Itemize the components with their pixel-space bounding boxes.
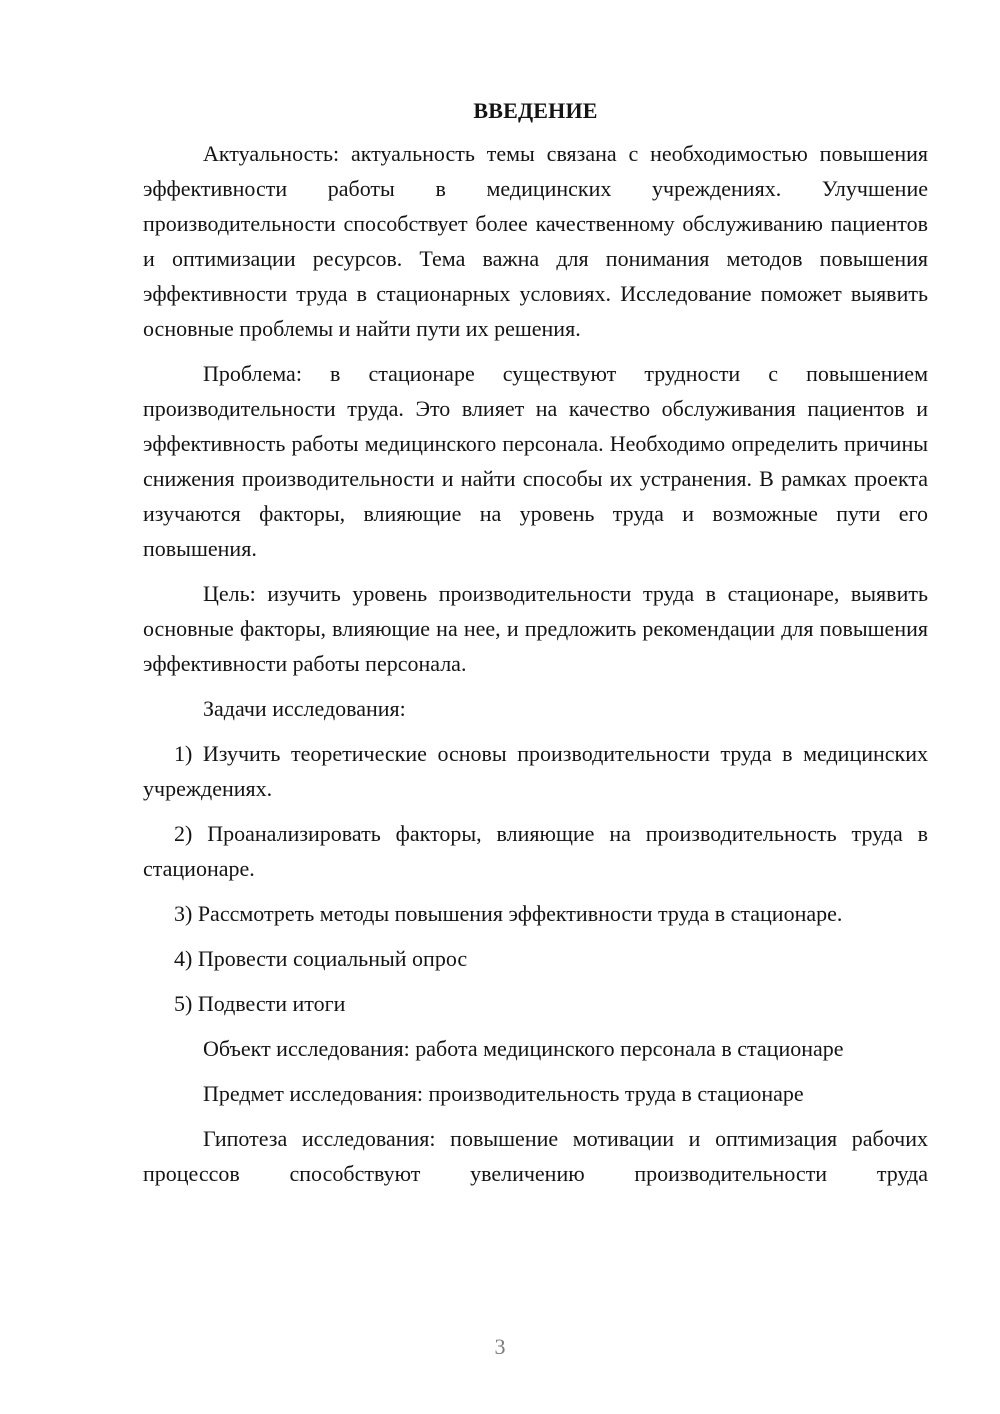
- tasks-heading: Задачи исследования:: [203, 696, 406, 721]
- paragraph-hypothesis: Гипотеза исследования: повышение мотивации и оптимизация рабочих процессов способствуют увеличению производительности труда: [143, 1126, 928, 1186]
- paragraph-goal: Цель: изучить уровень производительности труда в стационаре, выявить основные факторы, влияющие на нее, и предложить рекомендации для повышения эффективности работы персонала.: [143, 581, 928, 676]
- document-page: [143, 96, 928, 1191]
- section-title: ВВЕДЕНИЕ: [473, 98, 598, 123]
- task-item-3: 3) Рассмотреть методы повышения эффективности труда в стационаре.: [174, 901, 843, 926]
- task-item-4: 4) Провести социальный опрос: [174, 946, 468, 971]
- paragraph-problem: Проблема: в стационаре существуют трудности с повышением производительности труда. Это влияет на качество обслуживания пациентов и эффективность работы медицинского персонала. Необходимо определить причины снижения производительности и найти способы их устранения. В рамках проекта изучаются факторы, влияющие на уровень труда и возможные пути его повышения.: [143, 361, 928, 561]
- page-number: 3: [494, 1334, 506, 1359]
- paragraph-object: Объект исследования: работа медицинского персонала в стационаре: [203, 1036, 844, 1061]
- task-item-1: 1) Изучить теоретические основы производительности труда в медицинских учреждениях.: [143, 741, 928, 801]
- task-item-2: 2) Проанализировать факторы, влияющие на производительность труда в стационаре.: [143, 821, 928, 881]
- paragraph-relevance: Актуальность: актуальность темы связана с необходимостью повышения эффективности работы в медицинских учреждениях. Улучшение производительности способствует более качественному обслуживанию пациентов и оптимизации ресурсов. Тема важна для понимания методов повышения эффективности труда в стационарных условиях. Исследование поможет выявить основные проблемы и найти пути их решения.: [143, 141, 928, 341]
- task-item-5: 5) Подвести итоги: [174, 991, 346, 1016]
- paragraph-subject: Предмет исследования: производительность труда в стационаре: [203, 1081, 804, 1106]
